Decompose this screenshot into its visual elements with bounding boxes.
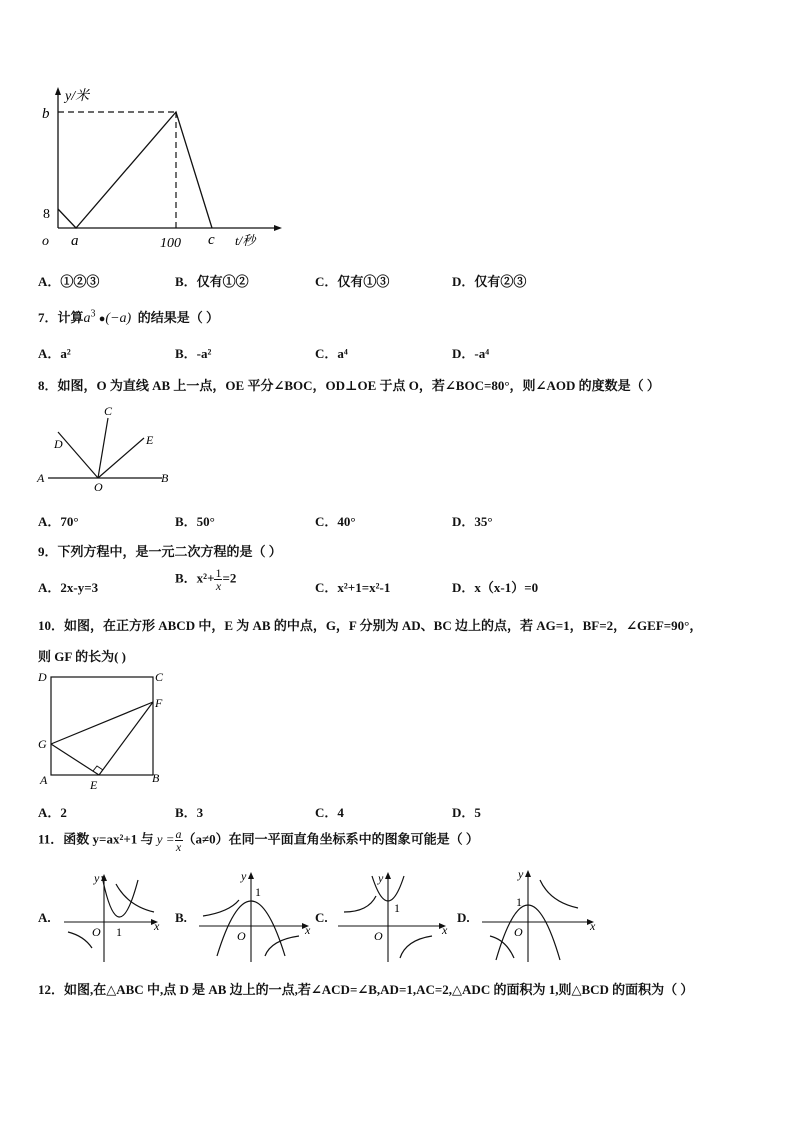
q12-stem: 12．如图,在△ABC 中,点 D 是 AB 边上的一点,若∠ACD=∠B,AD=1,AC=2,△ADC 的面积为 1,则△BCD 的面积为（ ） (38, 982, 694, 997)
parabola (102, 876, 138, 917)
label-o: O (94, 480, 103, 494)
label-e: E (90, 778, 98, 792)
label-b: b (42, 106, 50, 122)
hyperbola-branch-1 (116, 884, 154, 912)
q11-option-a[interactable]: A. (38, 910, 51, 925)
q6-option-c[interactable]: C．仅有①③ (315, 274, 390, 289)
hyperbola-branch-2 (400, 936, 432, 958)
q9-b-numerator: 1 (215, 566, 222, 580)
label-100: 100 (160, 236, 181, 251)
label-a: a (71, 233, 79, 249)
q9-option-c[interactable]: C．x²+1=x²-1 (315, 580, 391, 595)
label-a: A (40, 773, 48, 787)
q8-stem: 8．如图，O 为直线 AB 上一点，OE 平分∠BOC，OD⊥OE 于点 O，若∠BOC=80°，则∠AOD 的度数是（ ） (38, 378, 660, 393)
ray-od (58, 432, 98, 478)
q7-exponent: 3 (90, 308, 96, 320)
y-axis-label: y/米 (65, 89, 90, 104)
q10-option-c[interactable]: C．4 (315, 805, 344, 820)
q7-option-a[interactable]: A．a² (38, 346, 71, 361)
q6-option-a[interactable]: A．①②③ (38, 274, 100, 289)
label-o: O (92, 925, 101, 939)
label-c: c (208, 232, 215, 248)
label-c: C (155, 670, 164, 684)
label-g: G (38, 737, 47, 751)
hyperbola-branch-1 (344, 896, 376, 912)
label-e: E (146, 433, 154, 447)
hyperbola-branch-2 (68, 932, 92, 948)
q11-option-b[interactable]: B. (175, 910, 187, 925)
label-1: 1 (116, 925, 122, 939)
q9-option-a[interactable]: A．2x-y=3 (38, 580, 99, 595)
ray-oe (98, 438, 144, 478)
square-abcd (51, 677, 153, 775)
graph-b (195, 866, 320, 966)
q11-denominator: x (175, 840, 182, 854)
label-x: x (305, 923, 311, 937)
q9-stem: 9．下列方程中，是一元二次方程的是（ ） (38, 544, 282, 559)
label-x: x (442, 923, 448, 937)
label-o: O (514, 925, 523, 939)
q9-b-prefix: B．x²+ (175, 570, 215, 586)
q8-option-b[interactable]: B．50° (175, 514, 215, 529)
q7-option-b[interactable]: B．-a² (175, 346, 212, 361)
q7-option-c[interactable]: C．a⁴ (315, 346, 348, 361)
label-x: x (154, 919, 160, 933)
q11-prefix: 11．函数 y=ax²+1 与 (38, 831, 154, 847)
q10-stem-line2: 则 GF 的长为( ) (38, 649, 126, 664)
label-x: x (590, 919, 596, 933)
q10-option-d[interactable]: D．5 (452, 805, 481, 820)
q11-stem (38, 828, 479, 853)
y-arrow (385, 872, 391, 879)
q9-b-suffix: =2 (222, 570, 237, 586)
label-1: 1 (255, 885, 261, 899)
q7-rest: (−a) (105, 311, 132, 326)
label-f: F (155, 696, 163, 710)
hyperbola-branch-1 (540, 880, 578, 908)
q11-numerator: a (175, 827, 182, 841)
graph-c (332, 866, 457, 966)
q7-stem (38, 307, 219, 327)
label-y: y (518, 867, 524, 881)
q8-option-a[interactable]: A．70° (38, 514, 79, 529)
label-y: y (241, 869, 247, 883)
angle-figure (34, 400, 184, 495)
q7-prefix: 7．计算 (38, 310, 84, 325)
label-8: 8 (43, 207, 50, 222)
label-o: O (374, 929, 383, 943)
q10-stem-line1: 10．如图，在正方形 ABCD 中，E 为 AB 的中点，G，F 分别为 AD、BC 边上的点，若 AG=1，BF=2，∠GEF=90°， (38, 618, 703, 633)
ray-oc (98, 418, 108, 478)
right-angle-mark (93, 766, 103, 771)
y-axis-arrow (55, 87, 61, 95)
hyperbola-branch-1 (203, 900, 239, 916)
label-1: 1 (394, 901, 400, 915)
label-c: C (104, 404, 113, 418)
q8-option-d[interactable]: D．35° (452, 514, 493, 529)
x-axis-label: t/秒 (235, 233, 256, 248)
label-d: D (38, 670, 47, 684)
y-arrow (248, 872, 254, 879)
q11-option-d[interactable]: D. (457, 910, 470, 925)
q10-option-a[interactable]: A．2 (38, 805, 67, 820)
q11-fraction (175, 828, 183, 853)
segment-ge (51, 744, 99, 775)
square-figure (34, 668, 174, 794)
label-b: B (152, 771, 160, 785)
distance-time-graph (30, 80, 290, 255)
q11-y-eq: y = (156, 831, 175, 847)
q6-option-b[interactable]: B．仅有①② (175, 274, 249, 289)
label-b: B (161, 471, 169, 485)
graph-a (58, 866, 168, 966)
label-origin: o (42, 234, 49, 249)
q11-option-c[interactable]: C. (315, 910, 328, 925)
label-y: y (94, 871, 100, 885)
path-line (58, 112, 212, 228)
q9-b-denominator: x (215, 579, 222, 593)
q7-base: a (83, 311, 91, 326)
x-axis-arrow (274, 225, 282, 231)
q7-option-d[interactable]: D．-a⁴ (452, 346, 490, 361)
graph-d (478, 866, 603, 966)
q7-operator: ● (98, 313, 106, 325)
label-a: A (37, 471, 45, 485)
q9-option-b[interactable] (175, 567, 236, 592)
label-d: D (54, 437, 63, 451)
hyperbola-branch-2 (490, 936, 514, 958)
label-1: 1 (516, 895, 522, 909)
label-y: y (378, 871, 384, 885)
q7-suffix: 的结果是（ ） (137, 310, 219, 325)
q6-option-d[interactable]: D．仅有②③ (452, 274, 527, 289)
label-o: O (237, 929, 246, 943)
q10-option-b[interactable]: B．3 (175, 805, 204, 820)
q9-option-d[interactable]: D．x（x-1）=0 (452, 580, 539, 595)
q11-suffix: （a≠0）在同一平面直角坐标系中的图象可能是（ ） (182, 831, 479, 847)
q8-option-c[interactable]: C．40° (315, 514, 356, 529)
y-arrow (525, 870, 531, 877)
